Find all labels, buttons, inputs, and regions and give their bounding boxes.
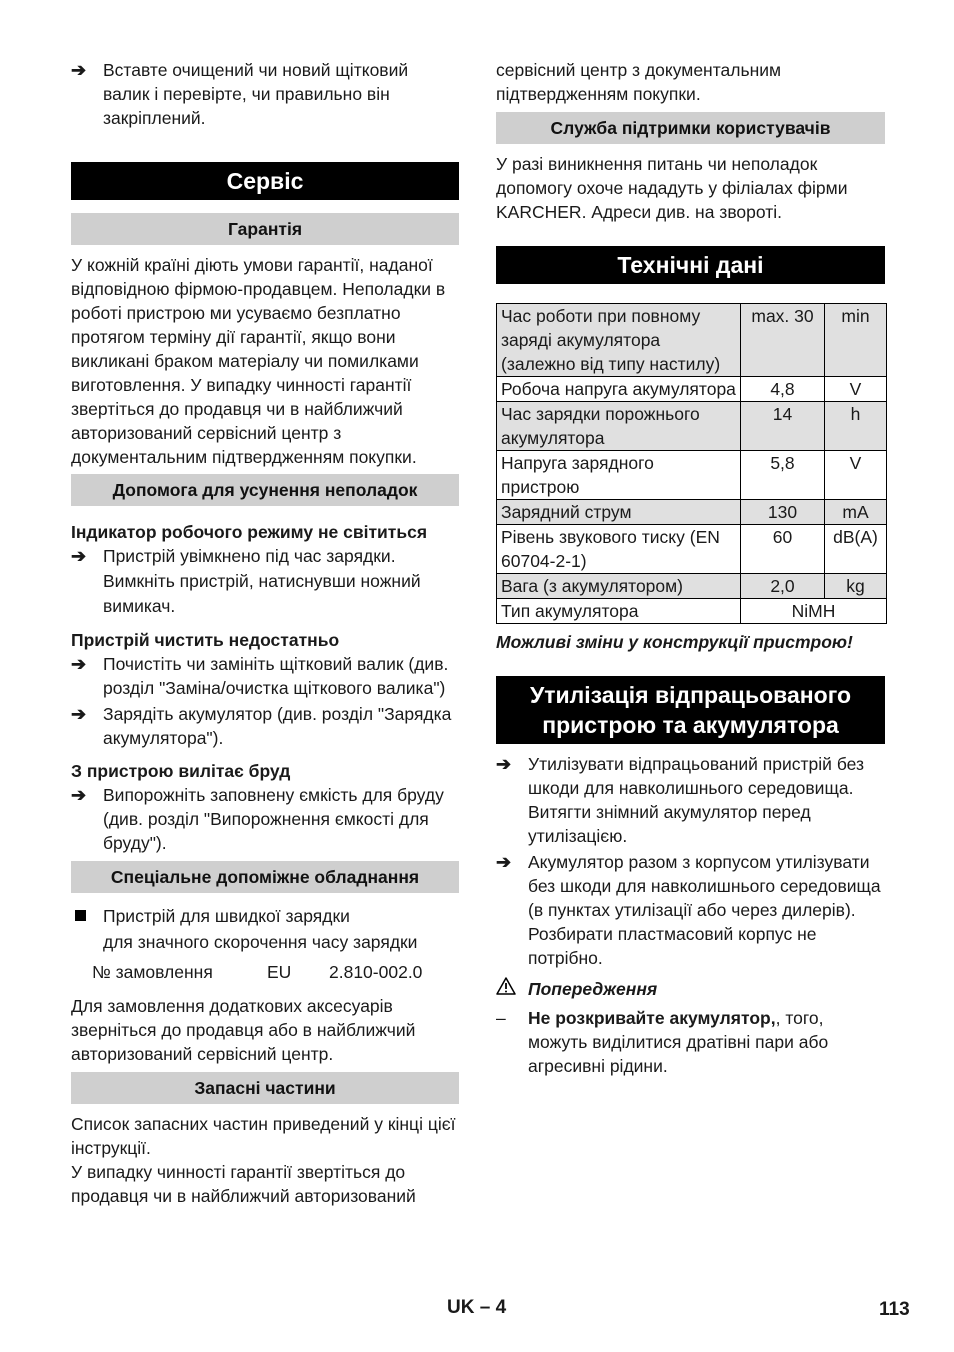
intro-bullet-text: Вставте очищений чи новий щітковий валик і перевірте, чи правильно він закріплений. (103, 60, 409, 128)
arrow-right-icon: ➔ (71, 785, 87, 805)
intro-bullet (71, 58, 459, 130)
changes-note: Можливі зміни у конструкції пристрою! (496, 632, 853, 652)
warning-block (496, 977, 885, 1001)
square-bullet-icon (75, 910, 86, 921)
arrow-right-icon: ➔ (496, 754, 512, 774)
order-label: № замовлення (92, 962, 213, 982)
order-region: EU (267, 962, 292, 982)
order-text: Для замовлення додаткових аксесуарів зверніться до продавця або в найближчий авторизований сервісний центр. (71, 996, 416, 1064)
support-text: У разі виникнення питань чи неполадок допомогу охоче нададуть у філіалах фірми KARCHER. Адреси див. на звороті. (496, 154, 848, 222)
warning-title: Попередження (528, 979, 658, 999)
tech-row-unit: dB(A) (825, 525, 887, 574)
warranty-heading: Гарантія (71, 213, 459, 245)
arrow-right-icon: ➔ (71, 60, 87, 80)
troubleshoot-heading: Допомога для усунення неполадок (71, 474, 459, 506)
tech-data-heading: Технічні дані (496, 246, 885, 284)
tech-row-label: Вага (з акумулятором) (497, 574, 741, 599)
tech-row-value: 5,8 (741, 451, 825, 500)
tech-row-value: NiMH (741, 599, 887, 624)
support-heading: Служба підтримки користувачів (496, 112, 885, 144)
tech-row-unit: min (825, 304, 887, 377)
fault2-title: Пристрій чистить недостатньо (71, 630, 340, 650)
tech-row-label: Час зарядки порожнього акумулятора (497, 402, 741, 451)
tech-row-unit: kg (825, 574, 887, 599)
tech-row-unit: mA (825, 500, 887, 525)
tech-row (497, 599, 887, 624)
warranty-text: У кожній країні діють умови гарантії, наданої відповідною фірмою-продавцем. Неполадки в роботі пристрою ми усуваємо безплатно протягом терміну дії гарантії, якщо вони викликані браком матеріалу чи помилками виготовлення. У випадку чинності гарантії звертіться до продавця чи в найближчий авторизований сервісний центр з документальним підтвердженням покупки. (71, 255, 446, 467)
warning-bold-text: Не розкривайте акумулятор, (528, 1008, 776, 1028)
tech-row-unit: V (825, 377, 887, 402)
tech-row (497, 500, 887, 525)
tech-row (497, 451, 887, 500)
disposal-bullet-2 (496, 850, 885, 970)
disposal-bullet-2-text: Акумулятор разом з корпусом утилізувати без шкоди для навколишнього середовища (в пунктах утилізації або через дилерів). Розбирати пластмасовий корпус не потрібно. (528, 852, 881, 968)
fault2-bullet-1 (71, 652, 459, 700)
fault3-title: З пристрою вилітає бруд (71, 761, 291, 781)
accessory-item (71, 903, 459, 955)
fault2-bullet-2-text: Зарядіть акумулятор (див. розділ "Зарядка акумулятора"). (103, 704, 452, 748)
warning-text (528, 1006, 885, 1078)
tech-row-value: 60 (741, 525, 825, 574)
accessory-item-desc: для значного скорочення часу зарядки (103, 932, 418, 952)
arrow-right-icon: ➔ (496, 852, 512, 872)
fault2-bullet-1-text: Почистіть чи замініть щітковий валик (див. розділ "Заміна/очистка щіткового валика") (103, 654, 449, 698)
spare-parts-heading: Запасні частини (71, 1072, 459, 1104)
tech-row (497, 304, 887, 377)
tech-row-label: Тип акумулятора (497, 599, 741, 624)
tech-row-value: 4,8 (741, 377, 825, 402)
tech-row (497, 574, 887, 599)
left-column (71, 58, 459, 1208)
fault1-title: Індикатор робочого режиму не світиться (71, 522, 428, 542)
arrow-right-icon: ➔ (71, 704, 87, 724)
tech-row-value: 14 (741, 402, 825, 451)
tech-row-label: Напруга зарядного пристрою (497, 451, 741, 500)
fault2-bullet-2 (71, 702, 459, 750)
fault1-bullet (71, 544, 459, 619)
tech-row-label: Робоча напруга акумулятора (497, 377, 741, 402)
order-number-row (71, 960, 459, 984)
arrow-right-icon: ➔ (71, 546, 87, 566)
disposal-bullet-1-text: Утилізувати відпрацьований пристрій без шкоди для навколишнього середовища. Витягти знімний акумулятор перед утилізацією. (528, 754, 865, 846)
spare-parts-text-2: У випадку чинності гарантії звертіться до продавця чи в найближчий авторизований (71, 1162, 416, 1206)
tech-row-unit: V (825, 451, 887, 500)
tech-row-label: Зарядний струм (497, 500, 741, 525)
tech-row-label: Час роботи при повному заряді акумулятора (залежно від типу настилу) (497, 304, 741, 377)
tech-data-table (496, 303, 887, 624)
spare-parts-continued: сервісний центр з документальним підтвердженням покупки. (496, 60, 782, 104)
service-heading: Сервіс (71, 162, 459, 200)
tech-row-label: Рівень звукового тиску (EN 60704-2-1) (497, 525, 741, 574)
order-number: 2.810-002.0 (329, 962, 423, 982)
fault3-bullet (71, 783, 459, 855)
arrow-right-icon: ➔ (71, 654, 87, 674)
disposal-bullet-1 (496, 752, 885, 848)
tech-row (497, 402, 887, 451)
spare-parts-text-1: Список запасних частин приведений у кінці цієї інструкції. (71, 1114, 456, 1158)
right-column (496, 58, 885, 1078)
fault1-bullet-text: Пристрій увімкнено під час зарядки. Вимкніть пристрій, натиснувши ножний вимикач. (103, 546, 421, 616)
fault3-bullet-text: Випорожніть заповнену ємкість для бруду (див. розділ "Випорожнення ємкості для бруду"). (103, 785, 444, 853)
footer-section-label: UK – 4 (447, 1297, 507, 1318)
tech-row (497, 377, 887, 402)
tech-row (497, 525, 887, 574)
accessories-heading: Спеціальне допоміжне обладнання (71, 861, 459, 893)
warning-rest-text: , того, можуть виділитися дратівні пари або агресивні рідини. (528, 1008, 829, 1076)
tech-row-value: max. 30 (741, 304, 825, 377)
warning-triangle-icon (496, 976, 516, 1002)
tech-row-value: 130 (741, 500, 825, 525)
warning-item (496, 1006, 885, 1078)
tech-row-value: 2,0 (741, 574, 825, 599)
disposal-heading: Утилізація відпрацьованого пристрою та акумулятора (496, 676, 885, 744)
page-number: 113 (879, 1299, 910, 1320)
dash-bullet: – (496, 1008, 506, 1028)
tech-row-unit: h (825, 402, 887, 451)
accessory-item-name: Пристрій для швидкої зарядки (103, 906, 350, 926)
